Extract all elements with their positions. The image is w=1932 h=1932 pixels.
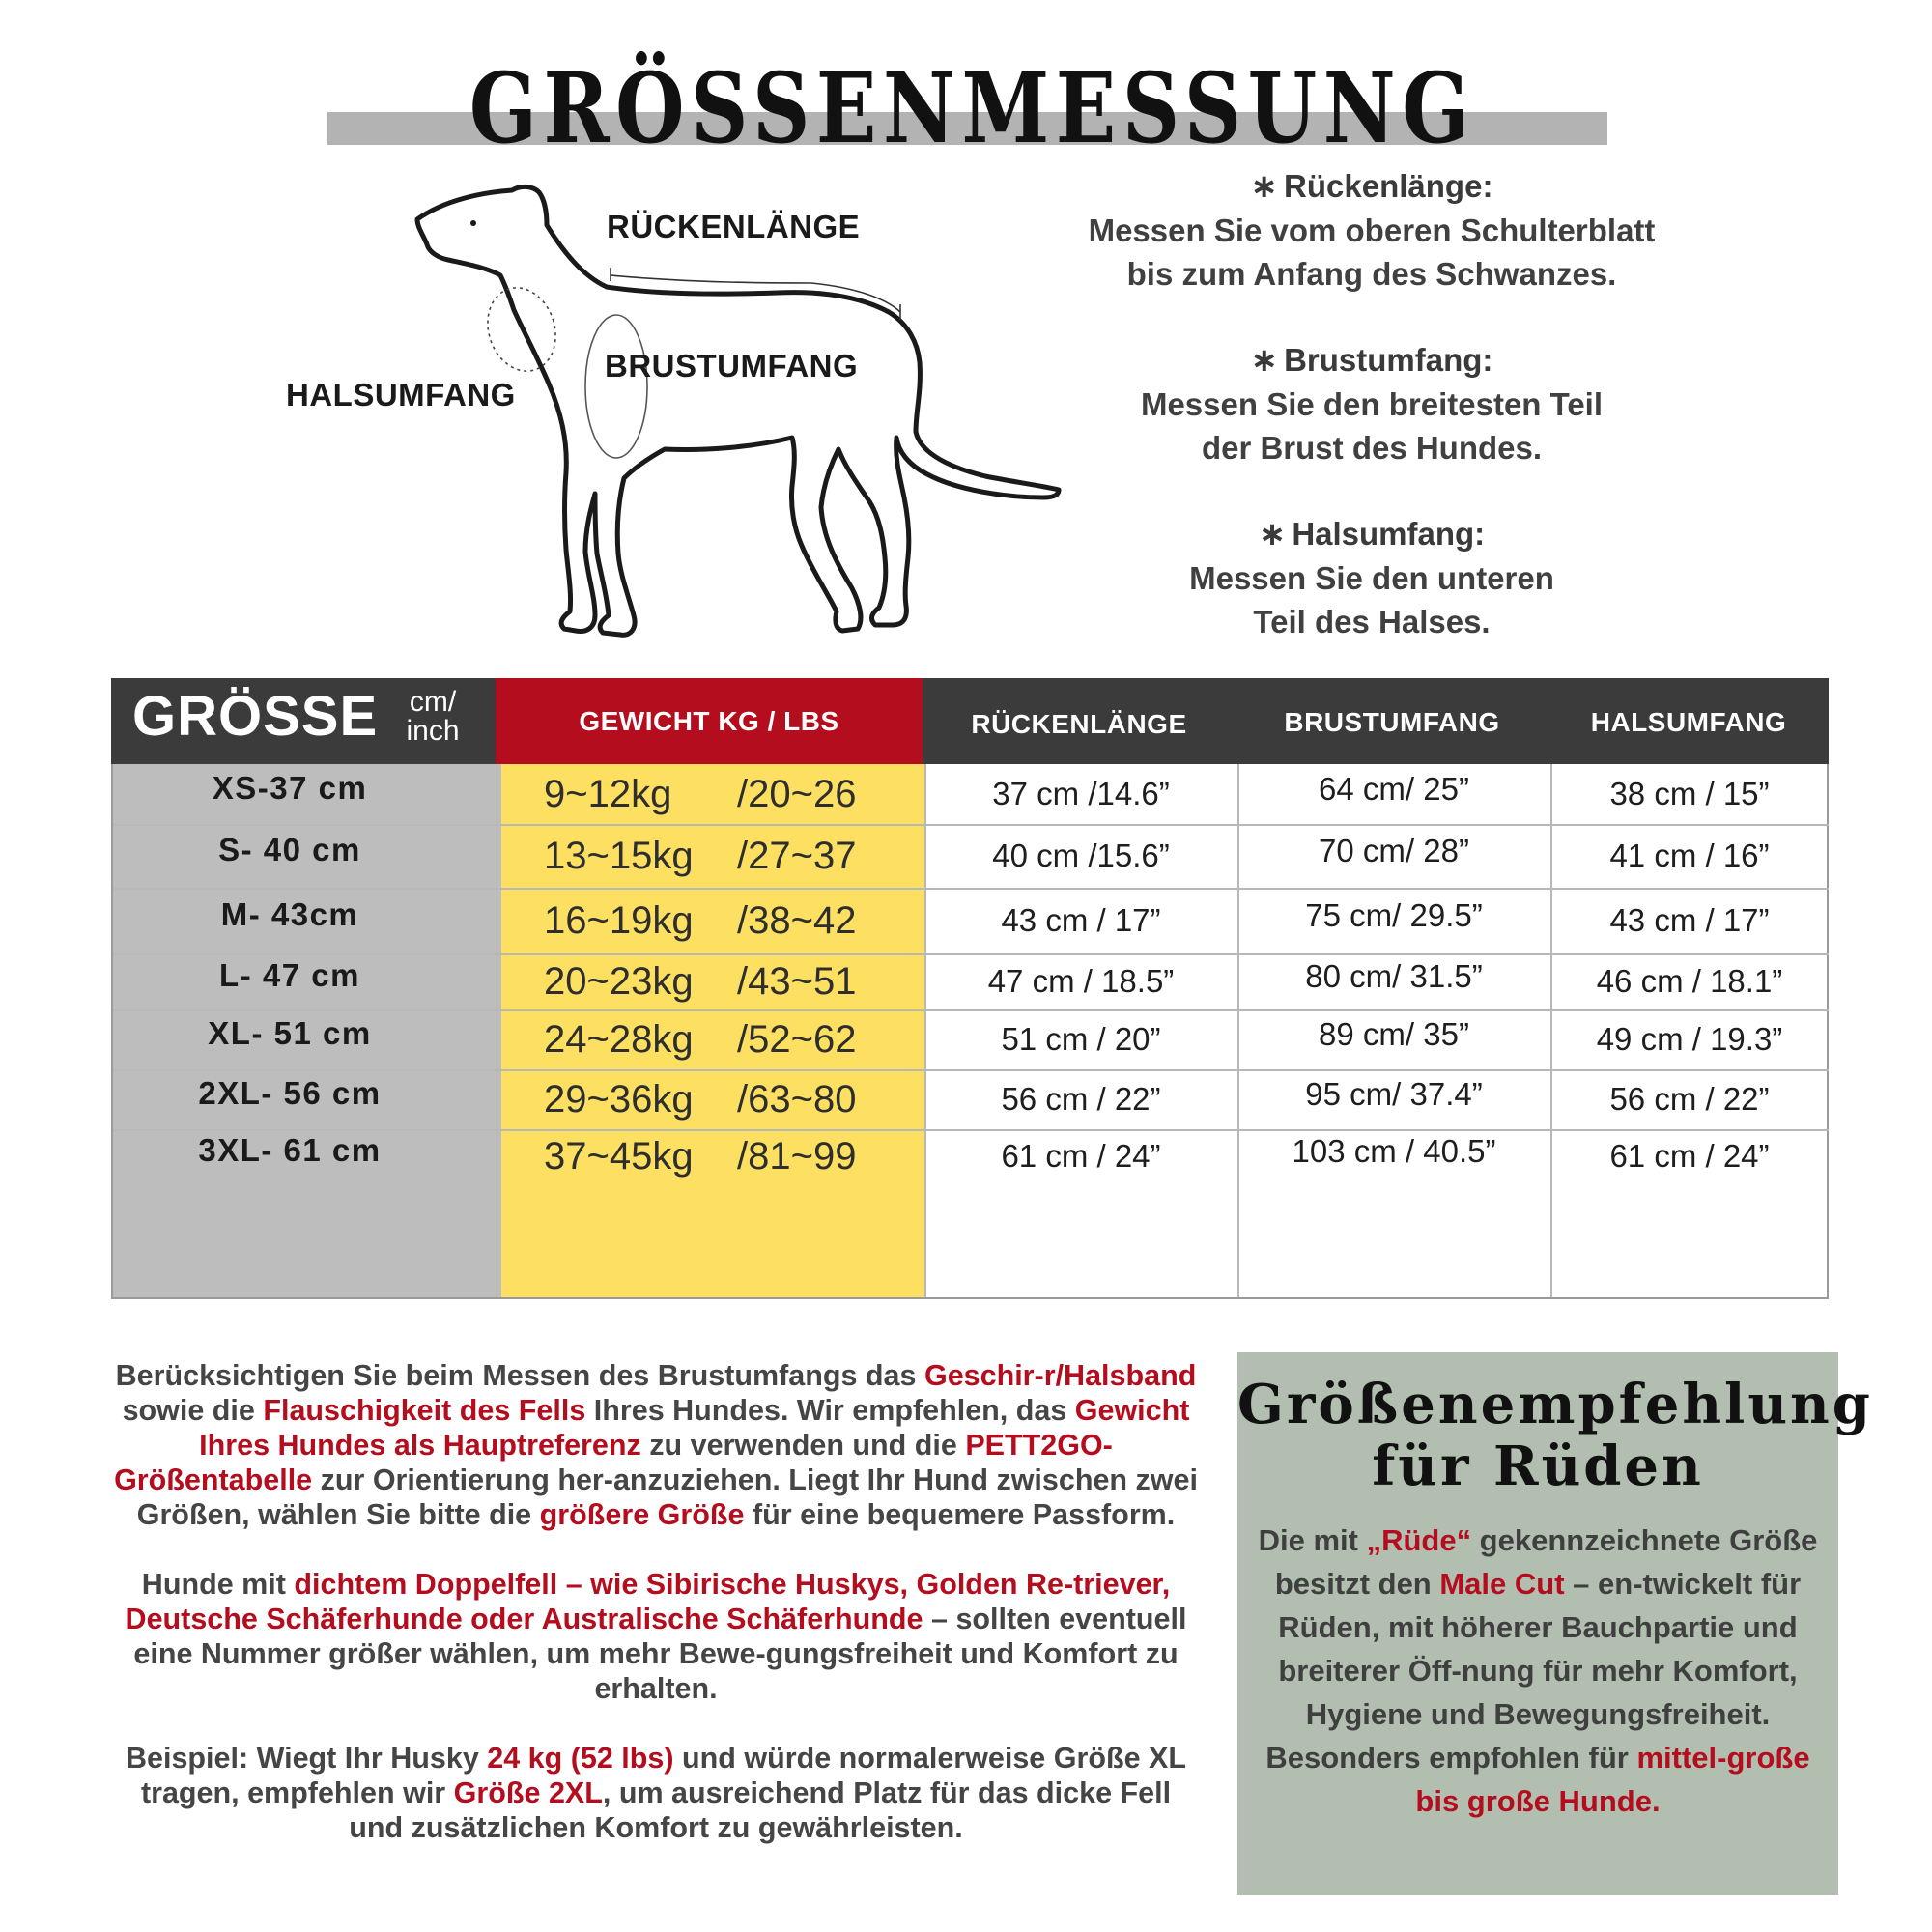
dog-outline-illustration [406, 179, 1063, 662]
row-divider [113, 953, 1829, 955]
weight-cell [501, 764, 924, 824]
weight-lbs: /63~80 [737, 1077, 857, 1121]
sizing-notes [111, 1358, 1201, 1880]
body-text: , um ausreichend Platz für das dicke Fell und zusätzlichen Komfort zu gewährleisten. [349, 1776, 1172, 1844]
instruction-line: Teil des Halses. [1253, 604, 1491, 639]
weight-cell [501, 1009, 924, 1069]
instruction-line: Messen Sie vom oberen Schulterblatt [1088, 213, 1656, 248]
row-divider [113, 1069, 1829, 1071]
highlight-text: „Rüde“ [1366, 1523, 1472, 1557]
table-header [111, 678, 1829, 764]
weight-kg: 13~15kg [544, 834, 694, 877]
weight-kg: 20~23kg [544, 959, 694, 1003]
size-cell: XL- 51 cm [208, 1015, 372, 1051]
highlight-text: größere Größe [539, 1498, 745, 1531]
column-divider [924, 764, 926, 1297]
recommendation-title [1237, 1373, 1873, 1498]
dog-label-back-length: RÜCKENLÄNGE [607, 209, 861, 244]
weight-kg: 24~28kg [544, 1017, 694, 1061]
recommendation-title-line2: für Rüden [1372, 1435, 1704, 1498]
header-size-label: GRÖSSE [132, 685, 379, 748]
body-text: Beispiel: Wiegt Ihr Husky [125, 1742, 488, 1775]
table-row [113, 1129, 1829, 1183]
instruction-heading: Brustumfang: [1284, 342, 1493, 378]
neck-girth-cell: 49 cm / 19.3” [1596, 1021, 1783, 1057]
recommendation-title-line1: Größenempfehlung [1237, 1373, 1873, 1436]
body-text: sowie die [122, 1394, 264, 1427]
size-cell: M- 43cm [220, 896, 359, 932]
table-row [113, 824, 1829, 888]
neck-girth-cell: 43 cm / 17” [1609, 902, 1770, 938]
highlight-text: Größe 2XL [453, 1776, 603, 1809]
asterisk-icon: ∗ [1250, 342, 1279, 379]
weight-kg: 37~45kg [544, 1134, 694, 1178]
header-unit [399, 688, 467, 746]
neck-girth-cell: 38 cm / 15” [1609, 776, 1770, 811]
weight-lbs: /38~42 [737, 898, 857, 942]
chest-girth-cell: 70 cm/ 28” [1319, 833, 1469, 868]
page-title: GRÖSSENMESSUNG [469, 51, 1476, 165]
back-length-cell: 37 cm /14.6” [992, 776, 1170, 811]
body-text: zu verwenden und die [640, 1429, 966, 1462]
note-paragraph-harness [111, 1358, 1201, 1532]
chest-girth-cell: 103 cm / 40.5” [1292, 1133, 1496, 1169]
size-cell: 2XL- 56 cm [198, 1075, 382, 1111]
header-chest-girth: BRUSTUMFANG [1284, 707, 1500, 737]
instruction-line: bis zum Anfang des Schwanzes. [1126, 256, 1617, 292]
row-divider [113, 824, 1829, 826]
column-divider [1550, 764, 1552, 1297]
instruction-line: Messen Sie den breitesten Teil [1140, 386, 1604, 422]
weight-cell [501, 1069, 924, 1129]
body-text: Berücksichtigen Sie beim Messen des Brustumfangs das [115, 1359, 924, 1392]
recommendation-body [1237, 1519, 1838, 1823]
instruction-neck-girth [1053, 512, 1690, 643]
instruction-heading: Halsumfang: [1292, 516, 1486, 552]
weight-cell [501, 888, 924, 953]
body-text: – sollten eventuell eine Nummer größer wählen, um mehr Bewe-gungsfreiheit und Komfort zu erhalten. [133, 1603, 1187, 1705]
header-size [111, 678, 496, 764]
back-length-cell: 56 cm / 22” [1001, 1081, 1161, 1117]
neck-girth-cell: 41 cm / 16” [1609, 838, 1770, 873]
table-row [113, 764, 1829, 824]
weight-lbs: /20~26 [737, 772, 857, 815]
chest-girth-cell: 95 cm/ 37.4” [1305, 1076, 1483, 1112]
header-back-length: RÜCKENLÄNGE [971, 709, 1187, 739]
chest-girth-cell: 80 cm/ 31.5” [1305, 958, 1483, 994]
male-recommendation-box [1237, 1352, 1873, 1895]
body-text: zur Orientierung her-anzuziehen. Liegt Ihr Hund zwischen zwei Größen, wählen Sie bitte die [136, 1463, 1198, 1531]
back-length-cell: 40 cm /15.6” [992, 838, 1170, 873]
body-text: Ihres Hundes. Wir empfehlen, das [585, 1394, 1075, 1427]
weight-kg: 9~12kg [544, 772, 672, 815]
size-cell: XS-37 cm [212, 770, 368, 806]
weight-kg: 29~36kg [544, 1077, 694, 1121]
instruction-line: Messen Sie den unteren [1189, 560, 1554, 596]
chest-girth-cell: 64 cm/ 25” [1319, 771, 1469, 807]
weight-kg: 16~19kg [544, 898, 694, 942]
weight-lbs: /27~37 [737, 834, 857, 877]
body-text: für eine bequemere Passform. [744, 1498, 1176, 1531]
highlight-text: Gewicht Ihres Hundes als Hauptreferenz [199, 1394, 1190, 1462]
neck-girth-cell: 46 cm / 18.1” [1596, 963, 1783, 999]
chest-girth-cell: 75 cm/ 29.5” [1305, 897, 1483, 933]
header-weight: GEWICHT KG / LBS [496, 678, 923, 764]
highlight-text: PETT2GO-Größentabelle [114, 1429, 1113, 1496]
weight-lbs: /43~51 [737, 959, 857, 1003]
body-text: – en-twickelt für Rüden, mit höherer Bauchpartie und breiterer Öff-nung für mehr Komfort, Hygiene und Bewegungsfreiheit. Besonders empfohlen für [1265, 1567, 1802, 1775]
header-unit-cm: cm/ [409, 686, 457, 718]
note-paragraph-double-coat [111, 1567, 1201, 1706]
back-length-cell: 61 cm / 24” [1001, 1138, 1161, 1174]
neck-girth-cell: 61 cm / 24” [1609, 1138, 1770, 1174]
highlight-text: dichtem Doppelfell – wie Sibirische Huskys, Golden Re-triever, Deutsche Schäferhunde oder Australische Schäferhunde [125, 1568, 1171, 1635]
highlight-text: Male Cut [1439, 1567, 1565, 1601]
row-divider [113, 1129, 1829, 1131]
note-paragraph-example [111, 1741, 1201, 1845]
body-text: Hunde mit [141, 1568, 295, 1601]
instruction-back-length [1053, 164, 1690, 296]
header-unit-inch: inch [406, 715, 460, 747]
row-divider [113, 888, 1829, 890]
table-row [113, 953, 1829, 1009]
highlight-text: mittel-große bis große Hunde. [1415, 1741, 1810, 1818]
size-cell: S- 40 cm [218, 832, 361, 867]
asterisk-icon: ∗ [1250, 168, 1279, 205]
body-text: gekennzeichnete Größe besitzt den [1274, 1523, 1818, 1601]
highlight-text: Geschir-r/Halsband [923, 1359, 1197, 1392]
instruction-heading: Rückenlänge: [1284, 168, 1493, 204]
weight-lbs: /81~99 [737, 1134, 857, 1178]
back-length-cell: 47 cm / 18.5” [987, 963, 1175, 999]
weight-cell [501, 953, 924, 1009]
dog-label-neck-girth: HALSUMFANG [286, 377, 516, 412]
size-cell: 3XL- 61 cm [198, 1132, 382, 1168]
neck-girth-cell: 56 cm / 22” [1609, 1081, 1770, 1117]
back-length-cell: 51 cm / 20” [1001, 1021, 1161, 1057]
table-row [113, 888, 1829, 953]
instruction-line: der Brust des Hundes. [1201, 430, 1543, 466]
instruction-chest-girth [1053, 338, 1690, 469]
asterisk-icon: ∗ [1258, 516, 1287, 553]
highlight-text: 24 kg (52 lbs) [487, 1742, 674, 1775]
body-text: Die mit [1258, 1523, 1367, 1557]
table-row [113, 1069, 1829, 1129]
body-text: und würde normalerweise Größe XL tragen, empfehlen wir [140, 1742, 1186, 1809]
header-neck-girth: HALSUMFANG [1590, 707, 1787, 737]
weight-cell [501, 824, 924, 888]
highlight-text: Flauschigkeit des Fells [263, 1394, 586, 1427]
back-length-cell: 43 cm / 17” [1001, 902, 1161, 938]
dog-label-chest-girth: BRUSTUMFANG [605, 348, 859, 384]
row-divider [113, 1009, 1829, 1011]
size-cell: L- 47 cm [219, 957, 360, 993]
table-body [111, 764, 1829, 1299]
weight-cell [501, 1129, 924, 1183]
column-divider [1237, 764, 1239, 1297]
table-row [113, 1009, 1829, 1069]
weight-lbs: /52~62 [737, 1017, 857, 1061]
chest-girth-cell: 89 cm/ 35” [1319, 1016, 1469, 1052]
